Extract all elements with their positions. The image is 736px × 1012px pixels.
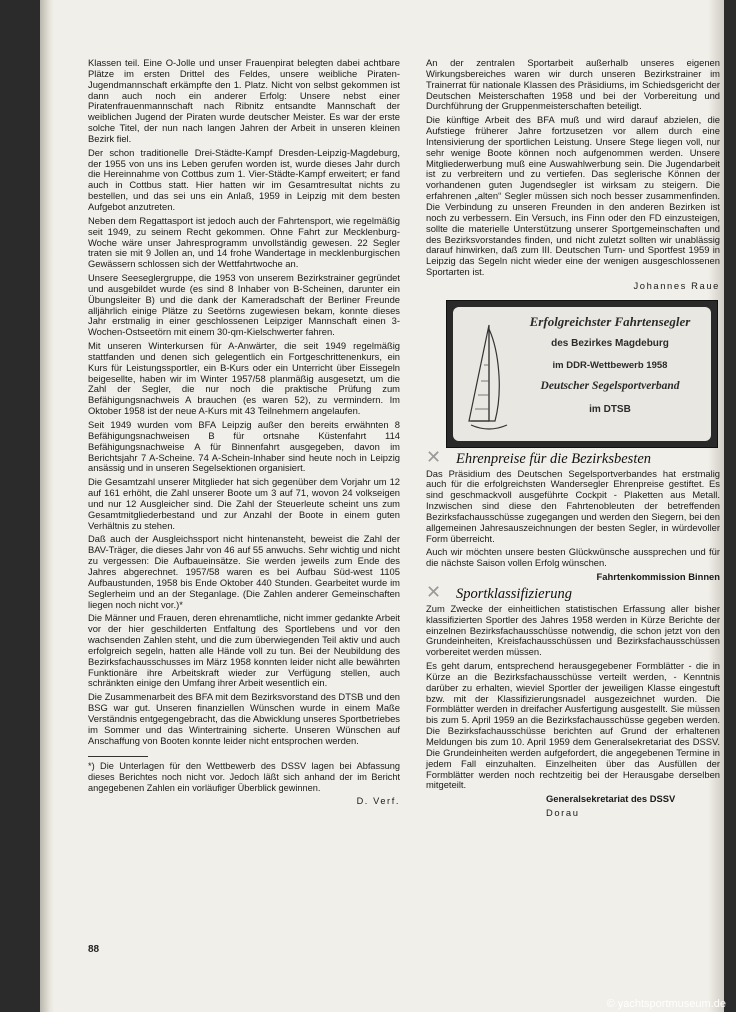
paragraph: Das Präsidium des Deutschen Segelsportverbandes hat erstmalig auch für die erfolgreichsten Wandersegler Ehrenpreise gestiftet. Es sind geschmackvoll ausgeführte Cockpit - Plaketten aus Metall. Inzwischen sind diese den Fahrtenobleuten der betreffenden Bezirksfachausschüsse zugegangen und werden den Siegern, bei den allgemeinen Jahresauszeichnungen der besten Segler, in würdevoller Form überreicht. — [426, 467, 720, 544]
footnote-author: D. Verf. — [356, 796, 400, 807]
page-gutter — [40, 0, 54, 1012]
heading-text: Sportklassifizierung — [456, 586, 573, 602]
paragraph: Seit 1949 wurden vom BFA Leipzig außer den bereits erwähnten 8 Befähigungsnachweisen B für ortsnahe Küstenfahrt 114 Befähigungsnachweise A für Binnenfahrt ausgegeben, davon im Berichtsjahr 7 A-Scheine. 74 A-Schein-Inhaber sind heute noch in Leipzig ansässig und in unseren Segelsektionen organisiert. — [88, 419, 400, 474]
footnote-separator — [88, 756, 148, 757]
page-number: 88 — [88, 944, 100, 955]
section-signature: Generalsekretariat des DSSV — [546, 793, 676, 805]
heading-text: Ehrenpreise für die Bezirksbesten — [456, 450, 652, 467]
sailboat-icon — [465, 321, 513, 439]
author-signature: Johannes Raue — [633, 279, 720, 291]
paragraph: Neben dem Regattasport ist jedoch auch der Fahrtensport, wie regelmäßig seit 1949, zu seinem Recht gekommen. Ohne Fahrt zur Mecklenburg-Woche wäre unser Jahresprogramm unvollständig gewesen. 22 Segler traten sie mit 9 Jollen an, und 14 frohe Wandertage in mecklenburgischen Gewässern schlossen sich der Wettfahrtwoche an. — [88, 214, 400, 270]
left-column — [88, 58, 400, 810]
paragraph: Die Gesamtzahl unserer Mitglieder hat sich gegenüber dem Vorjahr um 12 auf 161 erhöht, die Zahl unserer Boote um 3 auf 71, wovon 24 volkseigen und nur 12 Ausgleicher sind. Die Zahl der Steuerleute scheint uns zum Gesamtmitgliederbestand und zur Anzahl der Boote in einem guten Verhältnis zu stehen. — [88, 476, 400, 531]
paragraph: Es geht darum, entsprechend herausgegebener Formblätter - die in Kürze an die Bezirksfachausschüsse verteilt werden, - Kenntnis darüber zu erhalten, wieviel Sportler der jeweiligen Klasse eingestuft bzw. mit der Klassifizierungsnadel ausgezeichnet wurden. Die Formblätter werden in dreifacher Ausfertigung ausgestellt. Sie müssen bis zum 5. April 1959 an die Bezirksfachausschüsse gegeben werden. Die Bezirksfachausschüsse berichten auf Grund der erhaltenen Meldungen bis zum 10. April 1959 dem Generalsekretariat des DSSV. Die Grundeinheiten werden aufgefordert, die angegebenen Termine in jedem Fall einzuhalten. Einzelheiten über das Ausfüllen der Formblätter werden noch rechtzeitig bei der Herausgabe derselben mitgeteilt. — [426, 660, 720, 791]
paragraph: Die künftige Arbeit des BFA muß und wird darauf abzielen, die Aufstiege früherer Jahre fortzusetzen vor allem durch eine Intensivierung der sportlichen Leistung. Unsere Stege liegen voll, nur sehr wenige Boote können noch aufgenommen werden. Unsere Mitgliederwerbung muß eine Auswahlwerbung sein. Die Jugendarbeit ist zu verbreitern und zu vertiefen. Das seglerische Können der vorhandenen guten Jugendsegler ist wirksam zu steigern. Die erfahrenen „alten“ Segler müssen sich noch besser zusammenfinden. Die Verbindung zu unseren Freunden in den anderen Bezirken ist noch zu verbessern. Ein Versuch, ins Finn oder den FD einzusteigen, sollte die materielle Unterstützung unserer Sportgemeinschaften und des Bezirksvorstandes finden, und nicht zuletzt sollten wir unablässig darauf hinwirken, daß zum III. Deutschen Turn- und Sportfest 1959 in Leipzig das Segeln nicht wieder eine der wenigen ausgeschlossenen Sportarten ist. — [426, 114, 720, 278]
plaque-competition: im DDR-Wettbewerb 1958 — [552, 359, 668, 371]
paragraph: Daß auch der Ausgleichssport nicht hintenansteht, beweist die Zahl der BAV-Träger, die dieses Jahr von 46 auf 55 anwuchs. Sehr wichtig und nicht zu vergessen: Die Aufbaueinsätze. Sie werden jeweils zum Ende des Jahres abgerechnet. 1957/58 waren es bei Aufbau Süd-west 1105 Aufbaustunden, 1958 bis Ende Oktober 440 Stunden. Gearbeitet wurde im Seglerheim und an der Steganlage. (Die Zahlen anderer Gemeinschaften liegen noch nicht vor.)* — [88, 533, 400, 610]
section-heading-ehrenpreise — [426, 446, 720, 467]
paragraph: Mit unseren Winterkursen für A-Anwärter, die seit 1949 regelmäßig stattfanden und denen sich gelegentlich ein Fortgeschrittenenkurs, ein Kurs für Leistungssportler, ein B-Kurs oder ein Unterricht über Eissegeln beigesellte, haben wir im Winter 1957/58 planmäßig ausgesetzt, um die Zahl der Segler, die nur noch die praktische Prüfung zum Befähigungsnachweis A brauchen (es waren 52), zu vermindern. Im Oktober 1958 ist der neue A-Kurs mit 43 Teilnehmern angelaufen. — [88, 340, 400, 417]
watermark: © yachtsportmuseum.de — [606, 998, 726, 1010]
paragraph: Klassen teil. Eine O-Jolle und unser Frauenpirat belegten dabei achtbare Plätze im ersten Drittel des Feldes, unsere weibliche Piraten-Jugendmannschaft erkämpfte den 1. Platz. Nicht von selbst gekommen ist dann auch noch ein anderer Erfolg: Unsere nebst einer Piratenfrauenmannschaft nach Ribnitz entsandte Mannschaft der weiblichen Jugend der Piraten wurde deutscher Meister. Es war der erste solche Titel, der nun nach langen Jahren der Arbeit in unseren kleinen Bezirk fiel. — [88, 57, 400, 144]
paragraph: An der zentralen Sportarbeit außerhalb unseres eigenen Wirkungsbereiches waren wir durch unseren Bezirkstrainer im Trainerrat für nationale Klassen des Präsidiums, im Schiedsgericht der Deutschen Meisterschaften 1958 und bei der Vorbereitung und Durchführung der Gruppenmeisterschaften beteiligt. — [426, 57, 720, 112]
paragraph: Unsere Seeseglergruppe, die 1953 von unserem Bezirkstrainer gegründet und ausgebildet wurde (es sind 8 Inhaber von B-Scheinen, darunter ein Übungsleiter B) und die dank der Kameradschaft der Berliner Freunde alljährlich einige Plätze zu Seetörns zugewiesen bekam, konnte dieses Jahr erstmalig in einer geschlossenen Leipziger Mannschaft einen 3-Wochen-Ostseetörn mit einem 30-qm-Kielschwerter fahren. — [88, 272, 400, 338]
section-heading-sportklassifizierung — [426, 582, 720, 602]
paragraph: Die Männer und Frauen, deren ehrenamtliche, nicht immer gedankte Arbeit vor der hier geschilderten Entfaltung des Sportlebens und vor den wachsenden Zahlen steht, und die zum überwiegenden Teil aktiv und auch erfolgreich segeln, hatten alle Hände voll zu tun. Bei der Neubildung des Bezirksfachausschusses im März 1958 konnten leider nicht alle bewährten Funktionäre ihre Arbeitskraft wieder zur Verfügung stellen, auch schränkten einige den Umfang ihrer Arbeit wesentlich ein. — [88, 612, 400, 689]
plaque-association: Deutscher Segelsportverband — [540, 379, 680, 392]
cross-mark-icon: ✕ — [426, 582, 442, 602]
plaque-photo — [446, 300, 718, 448]
section-signature: Fahrtenkommission Binnen — [596, 571, 720, 583]
paragraph: Die Zusammenarbeit des BFA mit dem Bezirksvorstand des DTSB und den BSG war gut. Unseren finanziellen Wünschen wurde in einem Maße Verständnis entgegengebracht, das die Abwicklung unseres Sportbetriebes im Sommer und das Wintertraining sicherte. Unseren Wünschen auf Anschaffung von Booten konnte leider nicht entsprochen werden. — [88, 691, 400, 746]
plaque-title: Erfolgreichster Fahrtensegler — [529, 313, 691, 329]
scanned-page — [40, 0, 724, 1012]
footnote: *) Die Unterlagen für den Wettbewerb des DSSV lagen bei Abfassung dieses Berichtes noch nicht vor. Jedoch läßt sich anhand der im Bericht angegebenen Zahlen ein vorläufiger Überblick gewinnen. — [88, 761, 400, 793]
plaque-district: des Bezirkes Magdeburg — [551, 337, 669, 349]
right-column — [426, 58, 720, 822]
paragraph: Zum Zwecke der einheitlichen statistischen Erfassung aller bisher klassifizierten Sportler des Jahres 1958 werden in Kürze Berichte der einzelnen Bezirksfachausschüsse notwendig, die schon jetzt von den Grundeinheiten, Kreisfachausschüssen und Bezirksfachausschüssen vorbereitet werden müssen. — [426, 602, 720, 658]
paragraph: Der schon traditionelle Drei-Städte-Kampf Dresden-Leipzig-Magdeburg, der 1955 von uns ins Leben gerufen worden ist, wurde dieses Jahr durch die Hereinnahme von Cottbus zum 1. Vier-Städte-Kampf erweitert; er fand auch in Cottbus statt. Hier hatten wir im Gesamtresultat nichts zu bestellen, und das sei uns ein Anlaß, 1959 in Leipzig mit dem besten Aufgebot anzutreten. — [88, 146, 400, 212]
cross-mark-icon: ✕ — [426, 446, 442, 467]
section-signature-name: Dorau — [546, 807, 580, 819]
plaque-organization: im DTSB — [589, 403, 631, 415]
plaque-face — [453, 307, 711, 441]
paragraph: Auch wir möchten unsere besten Glückwünsche aussprechen und für die nächste Saison vollen Erfolg wünschen. — [426, 546, 720, 569]
